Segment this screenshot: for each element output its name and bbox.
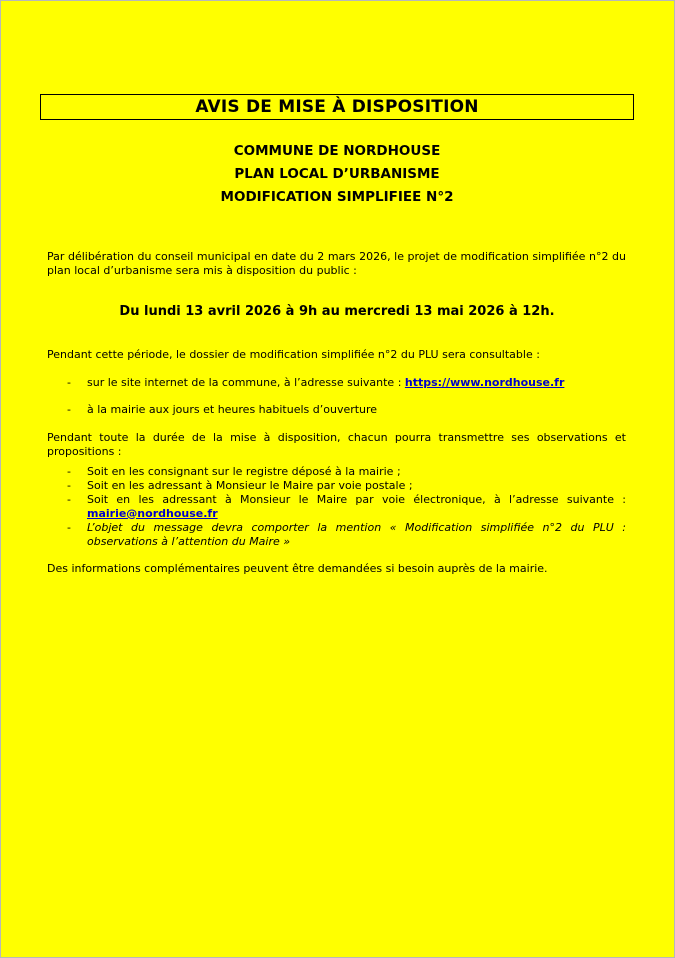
- bullet-dash: -: [67, 403, 71, 416]
- bullet-dash: -: [67, 493, 71, 506]
- list-item-mairie: [47, 403, 626, 417]
- observations-paragraph: Pendant toute la durée de la mise à disposition, chacun pourra transmettre ses observations et propositions :: [47, 431, 626, 458]
- modification-heading: MODIFICATION SIMPLIFIEE N°2: [220, 189, 454, 205]
- plan-heading: PLAN LOCAL D’URBANISME: [234, 166, 440, 182]
- bullet-dash: -: [67, 465, 71, 478]
- registre-text: Soit en les consignant sur le registre déposé à la mairie ;: [87, 465, 401, 478]
- list-item-website: [47, 376, 626, 390]
- website-link[interactable]: https://www.nordhouse.fr: [404, 376, 565, 389]
- closing-paragraph: Des informations complémentaires peuvent être demandées si besoin auprès de la mairie.: [47, 562, 548, 575]
- mairie-text: à la mairie aux jours et heures habituels d’ouverture: [87, 403, 378, 416]
- bullet-dash: -: [67, 376, 71, 389]
- postale-text: Soit en les adressant à Monsieur le Maire par voie postale ;: [87, 479, 413, 492]
- availability-dates: Du lundi 13 avril 2026 à 9h au mercredi 13 mai 2026 à 12h.: [119, 304, 555, 319]
- commune-heading: COMMUNE DE NORDHOUSE: [233, 143, 441, 159]
- objet-text: L’objet du message devra comporter la mention « Modification simplifiée n°2 du PLU : observations à l’attention du Maire »: [87, 521, 626, 548]
- list-item-registre: [47, 465, 626, 479]
- bullet-dash: -: [67, 521, 71, 534]
- website-text: sur le site internet de la commune, à l’adresse suivante :: [87, 376, 405, 389]
- notice-title: AVIS DE MISE À DISPOSITION: [40, 94, 634, 120]
- email-link[interactable]: mairie@nordhouse.fr: [87, 506, 218, 520]
- electronique-text: Soit en les adressant à Monsieur le Maire par voie électronique, à l’adresse suivante :: [87, 493, 626, 506]
- list-item-electronique: [47, 493, 626, 520]
- intro-paragraph: Par délibération du conseil municipal en date du 2 mars 2026, le projet de modification simplifiée n°2 du plan local d’urbanisme sera mis à disposition du public :: [47, 250, 626, 277]
- list-item-postale: [47, 479, 626, 493]
- list-item-objet: [47, 521, 626, 548]
- period-paragraph: Pendant cette période, le dossier de modification simplifiée n°2 du PLU sera consultable :: [47, 348, 540, 361]
- bullet-dash: -: [67, 479, 71, 492]
